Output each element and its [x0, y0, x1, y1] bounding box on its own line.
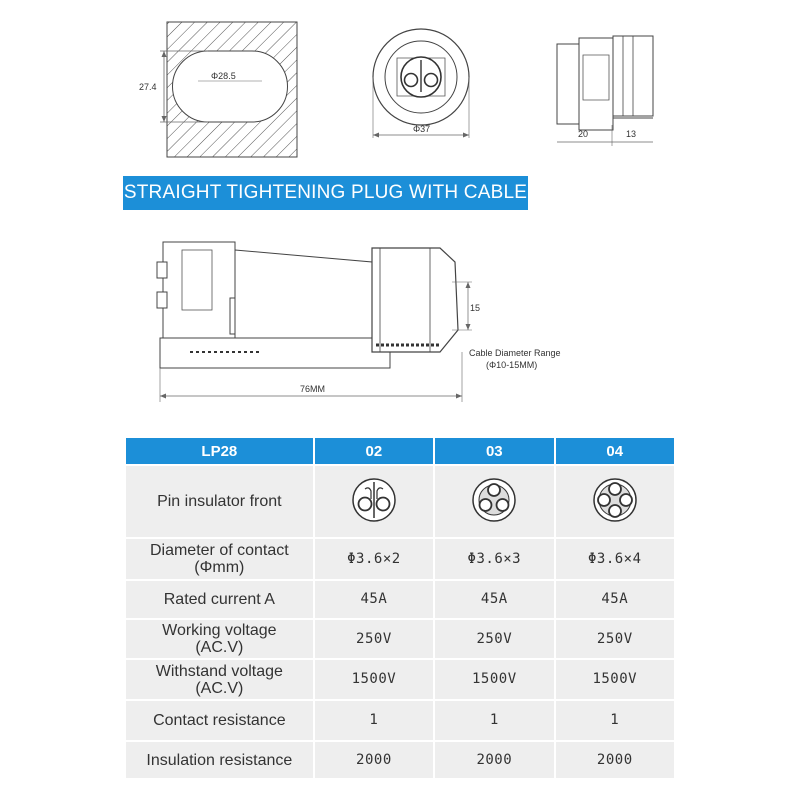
- side-view-drawing: [557, 36, 653, 146]
- table-row: [126, 539, 674, 579]
- table-cell: 1500V: [556, 660, 674, 699]
- side-right-label: 13: [626, 129, 637, 139]
- row-label: [126, 539, 313, 579]
- row-label: Rated current A: [126, 581, 313, 618]
- table-cell: 45A: [435, 581, 553, 618]
- plug-drawing: [157, 242, 561, 402]
- table-cell: 1: [315, 701, 433, 740]
- header-col-02: 02: [315, 438, 433, 464]
- front-diameter-label: Φ37: [413, 124, 431, 134]
- row-label-line: (AC.V): [195, 639, 244, 656]
- table-cell: 250V: [315, 620, 433, 658]
- cable-range-title: Cable Diameter Range: [469, 348, 561, 358]
- row-label-line: Withstand voltage: [155, 662, 283, 680]
- section-banner: STRAIGHT TIGHTENING PLUG WITH CABLE: [123, 176, 528, 210]
- header-col-04: 04: [556, 438, 674, 464]
- table-cell: 250V: [435, 620, 553, 658]
- pin-insulator-03-icon: [435, 466, 553, 537]
- table-cell: 2000: [435, 742, 553, 778]
- row-label-line: Diameter of contact: [149, 542, 289, 559]
- table-cell: Φ3.6×2: [315, 539, 433, 579]
- row-label: [126, 660, 313, 699]
- row-label: Contact resistance: [126, 701, 313, 740]
- table-cell: 2000: [315, 742, 433, 778]
- table-header-row: [126, 438, 674, 464]
- table-cell: 1500V: [315, 660, 433, 699]
- pin-insulator-02-icon: [315, 466, 433, 537]
- row-label-line: (Φmm): [194, 559, 245, 576]
- header-model: LP28: [126, 438, 313, 464]
- cable-range-value: (Φ10-15MM): [486, 360, 538, 370]
- row-label-line: Working voltage: [162, 622, 277, 639]
- plug-length-label: 76MM: [300, 384, 326, 394]
- table-cell: 250V: [556, 620, 674, 658]
- table-cell: Φ3.6×4: [556, 539, 674, 579]
- cutout-height-label: 27.4: [139, 82, 157, 92]
- table-cell: 1500V: [435, 660, 553, 699]
- table-row: [126, 466, 674, 537]
- row-label-line: (AC.V): [195, 679, 244, 697]
- header-col-03: 03: [435, 438, 553, 464]
- table-row: [126, 660, 674, 699]
- panel-cutout-drawing: [139, 22, 297, 157]
- table-cell: 45A: [556, 581, 674, 618]
- table-row: [126, 620, 674, 658]
- plug-height-label: 15: [470, 303, 481, 313]
- side-left-label: 20: [578, 129, 589, 139]
- table-row: [126, 581, 674, 618]
- front-view-drawing: [373, 29, 469, 138]
- table-row: [126, 701, 674, 740]
- row-label: Pin insulator front: [126, 466, 313, 537]
- table-cell: 45A: [315, 581, 433, 618]
- row-label: [126, 620, 313, 658]
- pin-insulator-04-icon: [556, 466, 674, 537]
- spec-table: [124, 436, 676, 780]
- table-cell: 2000: [556, 742, 674, 778]
- cutout-diameter-label: Φ28.5: [211, 71, 236, 81]
- table-cell: 1: [556, 701, 674, 740]
- table-row: [126, 742, 674, 778]
- table-cell: Φ3.6×3: [435, 539, 553, 579]
- row-label: Insulation resistance: [126, 742, 313, 778]
- table-cell: 1: [435, 701, 553, 740]
